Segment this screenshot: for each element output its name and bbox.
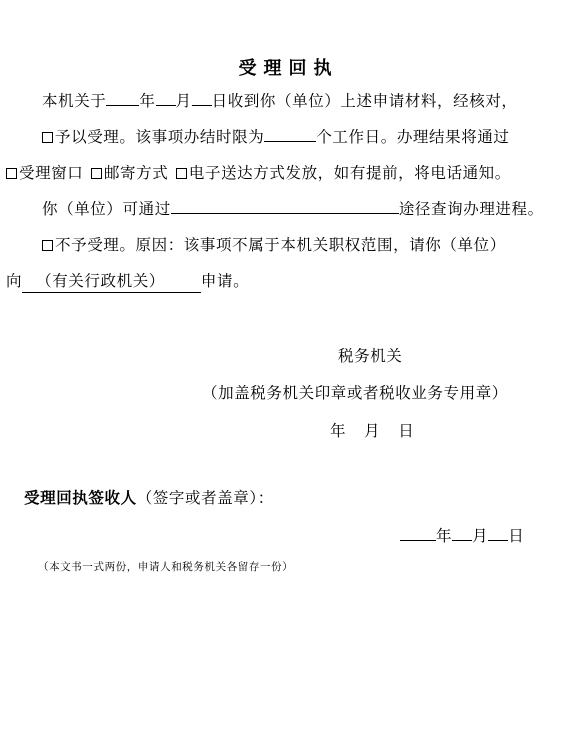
electronic-option-label: 电子送达方式发放，如有提前，将电话通知。 — [188, 164, 511, 182]
signer-line — [24, 487, 274, 509]
query-suffix: 途径查询办理进程。 — [398, 200, 544, 218]
authority-date — [330, 420, 414, 442]
seal-note: （加盖税务机关印章或者税收业务专用章） — [202, 384, 508, 402]
query-channel-line — [42, 198, 544, 220]
receipt-date-suffix: 日收到你（单位）上述申请材料，经核对， — [211, 92, 518, 110]
footer-note: （本文书一式两份，申请人和税务机关各留存一份） — [38, 561, 294, 573]
electronic-checkbox[interactable] — [176, 168, 187, 179]
receipt-date-prefix: 本机关于 — [42, 92, 107, 110]
accept-option-line — [42, 126, 510, 148]
redirect-suffix: 申请。 — [200, 272, 250, 290]
signer-month-blank — [452, 525, 472, 541]
query-prefix: 你（单位）可通过 — [42, 200, 171, 218]
receipt-month-label: 月 — [175, 92, 192, 110]
signer-day-label: 日 — [508, 527, 525, 545]
deadline-suffix: 个工作日。办理结果将通过 — [316, 128, 510, 146]
redirect-line — [6, 270, 249, 293]
authority-name: 税务机关 — [338, 347, 403, 365]
mail-checkbox[interactable] — [91, 168, 102, 179]
authority-year-label: 年 — [330, 422, 347, 440]
reject-checkbox[interactable] — [42, 240, 53, 251]
accept-checkbox[interactable] — [42, 132, 53, 143]
signer-note: （签字或者盖章）： — [136, 489, 274, 507]
redirect-agency-field: （有关行政机关） — [22, 270, 201, 293]
redirect-prefix: 向 — [6, 272, 23, 290]
authority-day-label: 日 — [398, 422, 415, 440]
window-option-label: 受理窗口 — [19, 164, 84, 182]
signer-day-blank — [488, 525, 508, 541]
delivery-method-line — [6, 162, 511, 184]
signer-year-label: 年 — [436, 527, 453, 545]
signer-label: 受理回执签收人 — [24, 489, 137, 507]
accept-option-text: 予以受理。该事项办结时限为 — [55, 128, 265, 146]
authority-month-label: 月 — [364, 422, 381, 440]
receipt-month-blank — [156, 90, 176, 106]
deadline-days-blank — [264, 126, 316, 142]
signer-date — [400, 525, 524, 547]
query-channel-blank — [171, 198, 399, 214]
receipt-year-blank — [106, 90, 139, 106]
window-checkbox[interactable] — [6, 168, 17, 179]
signer-year-blank — [400, 525, 436, 541]
receipt-year-label: 年 — [139, 92, 156, 110]
reject-option-line — [42, 234, 506, 256]
receipt-date-line — [42, 90, 518, 112]
reject-option-text: 不予受理。原因：该事项不属于本机关职权范围，请你（单位） — [55, 236, 506, 254]
document-title: 受理回执 — [238, 58, 339, 79]
mail-option-label: 邮寄方式 — [103, 164, 169, 182]
signer-month-label: 月 — [472, 527, 489, 545]
receipt-day-blank — [192, 90, 212, 106]
